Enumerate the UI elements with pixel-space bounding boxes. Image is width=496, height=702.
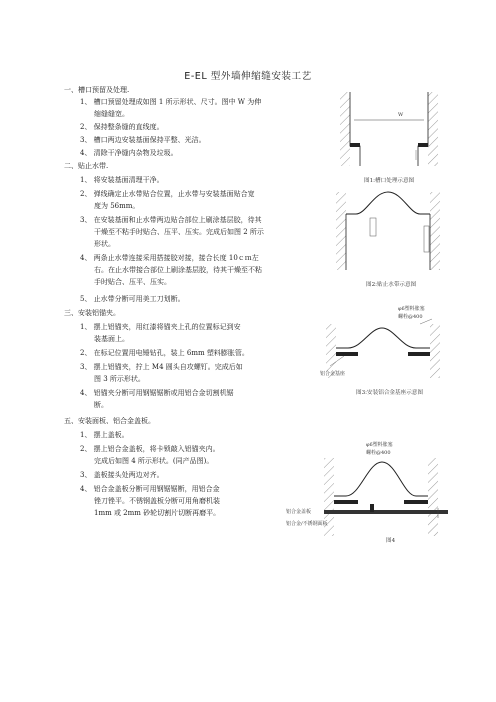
- left-aluminum-base: [336, 352, 358, 356]
- figure-3-caption: 图3:安装铝合金基座示意图: [356, 390, 423, 396]
- cover-panel: [324, 510, 448, 514]
- figure-3-plug-label: φ6塑料胀塞: [398, 306, 425, 312]
- right-wall: [430, 192, 440, 270]
- section-3-item-1-cont: 装基面上。: [94, 335, 129, 343]
- section-1-item-1-cont: 缩缝缝宽。: [94, 110, 129, 118]
- section-5-item-4: 4、 铝合金盖板分断可用钢锯锯断，用铝合金: [80, 485, 220, 493]
- leader-line: [420, 319, 432, 324]
- section-1-item-4: 4、 清除干净缝内杂物及垃圾。: [80, 149, 178, 157]
- left-slot-edge: [350, 92, 360, 166]
- left-wall: [340, 92, 350, 166]
- section-2-item-2-cont: 度为 56mm。: [94, 202, 140, 210]
- section-3-item-3: 3、 摆上铝锚夹，拧上 M4 圆头自攻螺钉。完成后如: [80, 363, 243, 371]
- section-2-item-3-cont1: 干燥至不粘手时贴合、压平、压实。完成后如图 2 所示: [94, 228, 264, 236]
- figure-2-caption: 图2:贴止水带示意图: [366, 282, 417, 288]
- figure-1-slot-diagram: [332, 90, 446, 172]
- figure-1-caption: 图1:槽口处理示意图: [364, 178, 415, 184]
- section-2-item-2: 2、 弹线确定止水带贴合位置，止水带与安装基面贴合宽: [80, 190, 255, 198]
- right-wall: [428, 92, 438, 166]
- section-1-heading: 一、槽口预留及处理.: [64, 86, 130, 94]
- section-5-heading: 五、安装面板、铝合金盖板。: [64, 417, 155, 425]
- right-wall: [428, 458, 438, 536]
- section-3-item-3-cont: 图 3 所示形状。: [94, 375, 145, 383]
- left-aluminum-base: [334, 500, 358, 504]
- figure-4-cover-diagram: [310, 456, 454, 538]
- figure-4-panel-label: 铝合金/不锈钢面板: [286, 521, 328, 527]
- section-2-item-1: 1、 将安装基面清理干净。: [80, 176, 164, 184]
- right-aluminum-base: [408, 352, 430, 356]
- waterstop-band: [346, 192, 430, 214]
- figure-2-waterstop-diagram: [332, 190, 446, 274]
- section-1-item-3: 3、 槽口两边安装基面保持平整、光洁。: [80, 136, 206, 144]
- section-5-item-3: 3、 盖板接头处两边对齐。: [80, 471, 164, 479]
- section-1-item-1: 1、 槽口预留处理成如图 1 所示形状、尺寸。图中 W 为伸: [80, 98, 262, 106]
- figure-4-cover-label: 铝合金盖板: [286, 509, 312, 515]
- center-lock: [370, 504, 374, 512]
- section-2-item-3-cont2: 形状。: [94, 240, 115, 248]
- document-title: E-EL 型外墙伸缩缝安装工艺: [184, 71, 312, 82]
- right-slot-edge: [418, 92, 428, 166]
- right-wall: [430, 324, 440, 378]
- figure-4-spacing-label: 螺栓@400: [366, 450, 391, 456]
- left-wall: [336, 192, 346, 270]
- section-2-item-4: 4、 两条止水带连接采用搭接胶对接，接合长度 10ｃｍ左: [80, 254, 259, 262]
- section-3-item-4-cont: 断。: [94, 401, 108, 409]
- section-2-heading: 二、贴止水带.: [64, 162, 109, 170]
- figure-3-base-label: 铝合金基座: [320, 371, 346, 377]
- section-1-item-2: 2、 保持整条缝的直线度。: [80, 123, 164, 131]
- section-3-item-1: 1、 摆上铝锚夹，用红漆将锚夹上孔的位置标记到安: [80, 323, 241, 331]
- section-5-item-4-cont2: 1mm 或 2mm 砂轮切割片切断再磨平。: [94, 509, 221, 517]
- side-dimension-marker: [424, 226, 429, 252]
- section-5-item-1: 1、 摆上盖板。: [80, 431, 129, 439]
- section-2-item-4-cont2: 手时贴合、压平、压实。: [94, 278, 171, 286]
- section-5-item-4-cont1: 锉刀锉平。不锈钢盖板分断可用角磨机装: [94, 497, 220, 505]
- section-5-item-2-cont: 完成后如图 4 所示形状。(同产品图)。: [94, 457, 214, 465]
- section-3-item-2: 2、 在标记位置用电锤钻孔，装上 6mm 塑料膨胀管。: [80, 349, 249, 357]
- figure-1-w-label: W: [398, 112, 404, 118]
- section-2-item-4-cont1: 右。在止水带接合部位上刷涂基层胶，待其干燥至不粘: [94, 266, 262, 274]
- waterstop-band: [336, 328, 430, 348]
- figure-3-spacing-label: 螺栓@400: [398, 314, 423, 320]
- left-slot-step: [350, 143, 360, 147]
- section-3-item-4: 4、 铝锚夹分断可用钢锯锯断或用铝合金切割机锯: [80, 389, 234, 397]
- right-slot-step: [418, 143, 428, 147]
- section-2-item-3: 3、 在安装基面和止水带两边贴合部位上刷涂基层胶，待其: [80, 216, 262, 224]
- right-aluminum-base: [404, 500, 428, 504]
- figure-4-plug-label: φ6塑料胀塞: [366, 442, 393, 448]
- waterstop-band: [334, 462, 428, 496]
- section-5-item-2: 2、 摆上铝合金盖板，将卡锁敲入铝锚夹内。: [80, 445, 220, 453]
- section-3-heading: 三、安装铝锚夹。: [64, 309, 120, 317]
- dimension-marker: [370, 218, 376, 236]
- section-2-item-5: 5、 止水带分断可用美工刀划断。: [80, 295, 185, 303]
- figure-4-caption: 图4: [386, 538, 396, 544]
